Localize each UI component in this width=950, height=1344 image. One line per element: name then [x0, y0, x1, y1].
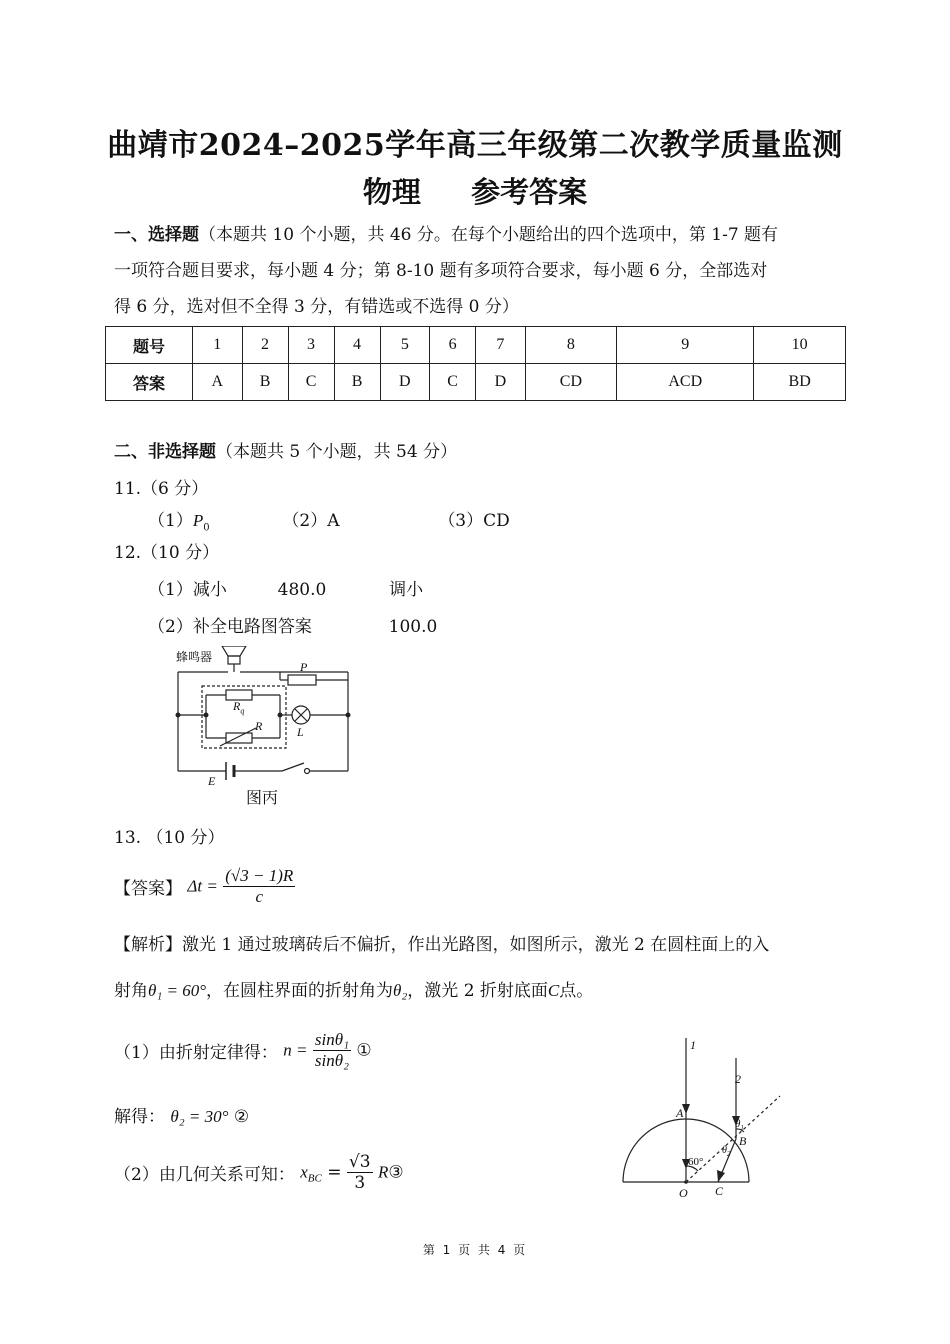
- step1-label: （1）由折射定律得：: [114, 1043, 278, 1063]
- step1-denominator: sinθ₂: [314, 1051, 349, 1070]
- fig-theta2: $\theta_2$: [722, 1145, 731, 1158]
- fig-point-A: A: [676, 1106, 684, 1120]
- step2-mark: ②: [233, 1107, 250, 1127]
- analysis-line2c: ，激光 2 折射底面: [407, 981, 548, 1001]
- q12-p1-value: 480.0: [277, 580, 327, 600]
- step1-numerator: sinθ₁: [314, 1030, 349, 1049]
- step1-mark: ①: [356, 1040, 372, 1061]
- fig-ray-2: 2: [735, 1072, 741, 1086]
- q13-step3: [114, 1152, 404, 1193]
- step3-mark: ③: [388, 1162, 404, 1183]
- answer-numerator: (√3 − 1)R: [225, 866, 294, 885]
- q12-part1: [148, 575, 423, 600]
- answer-lhs: Δt =: [187, 876, 218, 896]
- answer-cell: CD: [525, 364, 617, 401]
- junction-dot: [346, 713, 351, 718]
- answer-fraction: [223, 866, 295, 907]
- answer-cell: ACD: [617, 364, 754, 401]
- question-number: 10: [754, 327, 846, 364]
- page-title: 曲靖市2024–2025学年高三年级第二次教学质量监测: [107, 128, 843, 163]
- analysis-line2d: 点。: [559, 981, 594, 1001]
- fig-ray-1: 1: [690, 1038, 696, 1052]
- q13-answer: [114, 866, 295, 907]
- q12-p1-label: （1）减小: [148, 580, 227, 600]
- junction-dot: [204, 713, 209, 718]
- buzzer-icon: [228, 656, 240, 664]
- question-number: 5: [380, 327, 430, 364]
- answer-cell: D: [476, 364, 526, 401]
- step3-label: （2）由几何关系可知：: [114, 1165, 295, 1185]
- step3-denominator: 3: [354, 1173, 366, 1193]
- fig-P-label: P: [300, 660, 308, 674]
- q12-p1-extra: 调小: [389, 580, 424, 600]
- section1-desc-2: 一项符合题目要求，每小题 4 分；第 8-10 题有多项符合要求，每小题 6 分，全部选对: [114, 261, 768, 281]
- section1-heading: 一、选择题: [114, 225, 199, 245]
- buzzer-horn: [222, 646, 246, 656]
- section2-heading: 二、非选择题: [114, 442, 216, 462]
- junction-dot: [278, 713, 283, 718]
- fig-Rq-label: [233, 699, 244, 715]
- analysis-line2b: ，在圆柱界面的折射角为: [206, 981, 394, 1001]
- analysis-theta1: θ₁ = 60°: [148, 981, 207, 1000]
- switch-blade: [282, 763, 304, 771]
- table-row-numbers: [106, 327, 846, 364]
- fig-theta2-symbol: θ: [722, 1145, 727, 1156]
- table-row-answers: [106, 364, 846, 401]
- fig-caption: 图丙: [246, 788, 279, 807]
- fig-L-label: L: [297, 725, 304, 739]
- answer-label: 【答案】: [114, 879, 182, 899]
- answer-table: [105, 326, 846, 401]
- fig-theta1-symbol: θ: [735, 1118, 741, 1130]
- switch-contact: [305, 769, 310, 774]
- question-number: 2: [242, 327, 288, 364]
- row-header-answers: 答案: [106, 364, 193, 401]
- fig-Rq-sub: q: [240, 706, 245, 716]
- normal-line: [686, 1096, 780, 1182]
- row-header-numbers: 题号: [106, 327, 193, 364]
- ray-2-refracted-arrow: [717, 1170, 725, 1182]
- q13-step2: [114, 1102, 249, 1127]
- q11-p1-var: P: [192, 511, 204, 530]
- question-number: 3: [288, 327, 334, 364]
- step3-fraction: [347, 1152, 373, 1193]
- question-number: 4: [334, 327, 380, 364]
- fig-E-label: E: [208, 774, 216, 788]
- analysis-line1: 激光 1 通过玻璃砖后不偏折，作出光路图，如图所示，激光 2 在圆柱面上的入: [182, 935, 770, 955]
- analysis-line2a: 射角: [114, 981, 148, 1001]
- answer-cell: B: [334, 364, 380, 401]
- fig-point-O: O: [679, 1186, 688, 1200]
- question-number: 6: [430, 327, 476, 364]
- optics-diagram: [615, 1034, 815, 1204]
- answer-cell: D: [380, 364, 430, 401]
- fig-point-B: B: [739, 1134, 747, 1148]
- q12-part2: [148, 612, 437, 637]
- section2-desc: （本题共 5 个小题，共 54 分）: [216, 442, 458, 462]
- question-number: 7: [476, 327, 526, 364]
- step2-eq: θ₂ = 30°: [170, 1107, 229, 1126]
- answer-cell: BD: [754, 364, 846, 401]
- q11-p1-sub: 0: [203, 522, 210, 534]
- q11-p3: （3）CD: [438, 511, 510, 531]
- fig-angle-60: 60°: [688, 1156, 704, 1168]
- q13-analysis: [114, 927, 854, 1009]
- question-number: 9: [617, 327, 754, 364]
- step1-fraction: [313, 1030, 351, 1071]
- fig-Rq-letter: R: [233, 699, 241, 713]
- step1-lhs: n =: [283, 1040, 308, 1060]
- q12-p2-label: （2）补全电路图答案: [148, 617, 312, 637]
- q11-p1-label: （1）: [148, 511, 193, 531]
- analysis-label: 【解析】: [114, 935, 182, 955]
- q13-step1: [114, 1030, 372, 1071]
- step3-lhs: x: [300, 1162, 308, 1182]
- q12-label: 12.（10 分）: [114, 543, 220, 563]
- question-number: 1: [193, 327, 243, 364]
- step3-eq: =: [327, 1162, 342, 1183]
- fig-R-label: R: [255, 719, 263, 733]
- q11-label: 11.（6 分）: [114, 479, 209, 499]
- subject-label: 物理: [362, 175, 421, 209]
- step2-label: 解得：: [114, 1107, 165, 1127]
- fig-point-C: C: [715, 1184, 724, 1198]
- page-subtitle: [0, 170, 950, 211]
- answer-cell: C: [430, 364, 476, 401]
- analysis-theta2: θ₂: [393, 981, 408, 1000]
- step3-numerator: √3: [348, 1152, 371, 1172]
- step3-sub: BC: [307, 1172, 322, 1185]
- page-footer: 第 1 页 共 4 页: [422, 1243, 528, 1257]
- q12-p2-value: 100.0: [388, 617, 438, 637]
- fig-buzzer-label: 蜂鸣器: [176, 650, 213, 664]
- section1-intro: [114, 217, 854, 325]
- resistor-P: [288, 675, 316, 685]
- answer-cell: C: [288, 364, 334, 401]
- q13-label: 13. （10 分）: [114, 828, 225, 848]
- analysis-C: C: [547, 981, 560, 1000]
- point-O: [684, 1180, 688, 1184]
- answer-denominator: c: [255, 887, 264, 906]
- question-number: 8: [525, 327, 617, 364]
- answer-cell: A: [193, 364, 243, 401]
- section1-desc-3: 得 6 分，选对但不全得 3 分，有错选或不选得 0 分）: [114, 297, 519, 317]
- junction-dot: [176, 713, 181, 718]
- fig-theta1: $\theta_1$: [735, 1118, 744, 1133]
- q11-answers: [148, 506, 510, 533]
- step3-R: R: [377, 1162, 389, 1182]
- section2-header: [114, 437, 457, 462]
- doc-kind-label: 参考答案: [471, 175, 588, 209]
- section1-desc-1: （本题共 10 个小题，共 46 分。在每个小题给出的四个选项中，第 1-7 题有: [199, 225, 779, 245]
- q11-p2: （2）A: [282, 511, 340, 531]
- answer-cell: B: [242, 364, 288, 401]
